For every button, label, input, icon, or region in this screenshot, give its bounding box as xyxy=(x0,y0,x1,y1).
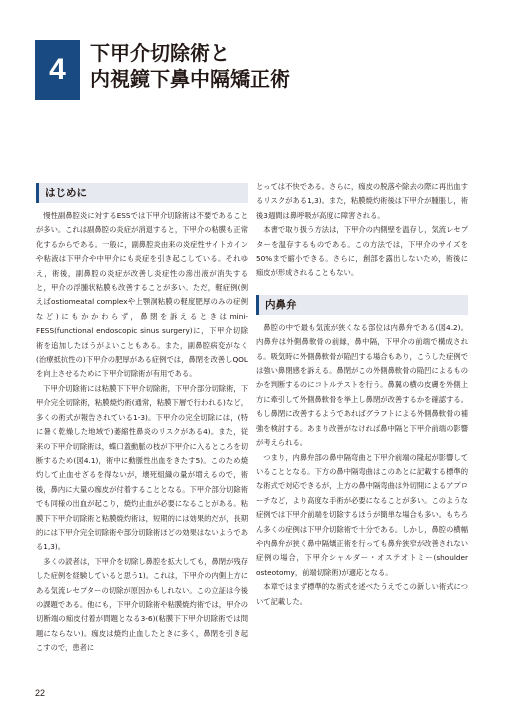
section-heading-intro: はじめに xyxy=(36,183,248,203)
valve-paragraph-2: つまり，内鼻弁部の鼻中隔弯曲と下甲介前端の隆起が影響していることとなる。下方の鼻中隔弯曲はこのあとに記載する標準的な術式で対応できるが，上方の鼻中隔弯曲は外切開によるアプローチなど，より高度な手術が必要になることが多い。このような症例では下甲介前端を切除するほうが簡単な場合も多い。もちろん多くの症例は下甲介切除術で十分である。しかし，鼻腔の横幅や内鼻弁が狭く鼻中隔矯正術を行っても鼻弁狭窄が改善されない症例の場合，下甲介シャルダー・オステオトミー(shoulder osteotomy，前端切除術)が適応となる。 xyxy=(256,452,468,577)
chapter-title-line-1: 下甲介切除術と xyxy=(90,41,230,65)
chapter-title xyxy=(90,40,490,92)
chapter-title-line-2: 内視鏡下鼻中隔矯正術 xyxy=(90,67,290,91)
valve-paragraph-1: 鼻腔の中で最も気流が狭くなる部位は内鼻弁である(図4.2)。内鼻弁は外側鼻軟骨の前縁，鼻中隔，下甲介の前端で構成される。吸気時に外側鼻軟骨が陥凹する場合もあり，こうした症例では強い鼻閉感を訴える。鼻閉がこの外側鼻軟骨の陥凹によるものかを判断するのにコトルテストを行う。鼻翼の横の皮膚を外側上方に牽引して外側鼻軟骨を挙上し鼻閉が改善するかを確認する。もし鼻閉に改善するようであればグラフトによる外側鼻軟骨の補強を検討する。あまり改善がなければ鼻中隔と下甲介前端の影響が考えられる。 xyxy=(256,322,468,448)
section-heading-internal-valve: 内鼻弁 xyxy=(256,295,468,315)
chapter-number: 4 xyxy=(49,53,66,86)
valve-paragraph-3: 本章ではまず標準的な術式を述べたうえでこの新しい術式について記載した。 xyxy=(256,582,468,606)
right-column xyxy=(256,180,468,609)
chapter-number-badge xyxy=(35,40,80,100)
intro-paragraph-2: 下甲介切除術には粘膜下下甲介切除術，下甲介部分切除術，下甲介完全切除術，粘膜焼灼術(通常，粘膜下層で行われる)など，多くの術式が報告されている1-3)。下甲介の完全切除には，(特に暑く乾燥した地域で)萎縮性鼻炎のリスクがある4)。また，従来の下甲介切除術は，蝶口蓋動脈の枝が下甲介に入るところを切断するため(図4.1)，術中に動脈性出血をきたす5)。このため焼灼して止血せざるを得ないが，壊死組織の量が増えるので，術後，鼻内に大量の痂皮が付着することとなる。下甲介部分切除術でも同様の出血が起こり，焼灼止血が必要になることがある。粘膜下下甲介切除術と粘膜焼灼術は，短期的には効果的だが，長期的には下甲介完全切除術や部分切除術ほどの効果はないようである1,3)。 xyxy=(36,383,248,552)
intro-paragraph-1: 慢性副鼻腔炎に対するESSでは下甲介切除術は不要であることが多い。これは副鼻腔の炎症が消退すると，下甲介の粘膜も正常化するからである。一般に，副鼻腔炎由来の炎症性サイトカインや粘液は下甲介や中甲介にも炎症を引き起こしている。それゆえ，術後，副鼻腔の炎症が改善し炎症性の滲出液が消失すると，甲介の浮腫状粘膜も改善することが多い。ただ，軽症例(例えばostiomeatal complexや上顎洞粘膜の軽度肥厚のみの症例など)にもかかわらず，鼻閉を訴えるときはmini-FESS(functional endoscopic sinus surgery)に，下甲介切除術を追加したほうがよいこともある。また，副鼻腔病変がなく(治療抵抗性の)下甲介の肥厚がある症例では，鼻閉を改善しQOLを向上させるために下甲介切除術が有用である。 xyxy=(36,211,248,379)
intro-paragraph-3: 多くの読者は，下甲介を切除し鼻腔を拡大しても，鼻閉が残存した症例を経験していると思う1)。これは，下甲介の内側上方にある気流レセプターの切除が原因かもしれない。この立証は今後の課題である。他にも，下甲介切除術や粘膜焼灼術では，甲介の切断端の痂皮付着が問題となる3-6)(粘膜下下甲介切除術では問題にならない)。痂皮は焼灼止血したときに多く，鼻閉を引き起こすので，患者に xyxy=(36,556,248,653)
intro-continued-paragraph-2: 本書で取り扱う方法は，下甲介の内側壁を温存し，気流レセプターを温存するものである。この方法では，下甲介のサイズを50%まで縮小できる。さらに，創部を露出しないため，術後に痂皮が形成されることもない。 xyxy=(256,225,468,278)
left-column xyxy=(36,183,248,656)
page-number: 22 xyxy=(35,688,46,698)
intro-continued-paragraph-1: とっては不快である。さらに，痂皮の脱落や除去の際に再出血するリスクがある1,3)。また，粘膜焼灼術後は下甲介が腫脹し，術後3週間は鼻呼吸が高度に障害される。 xyxy=(256,182,468,220)
